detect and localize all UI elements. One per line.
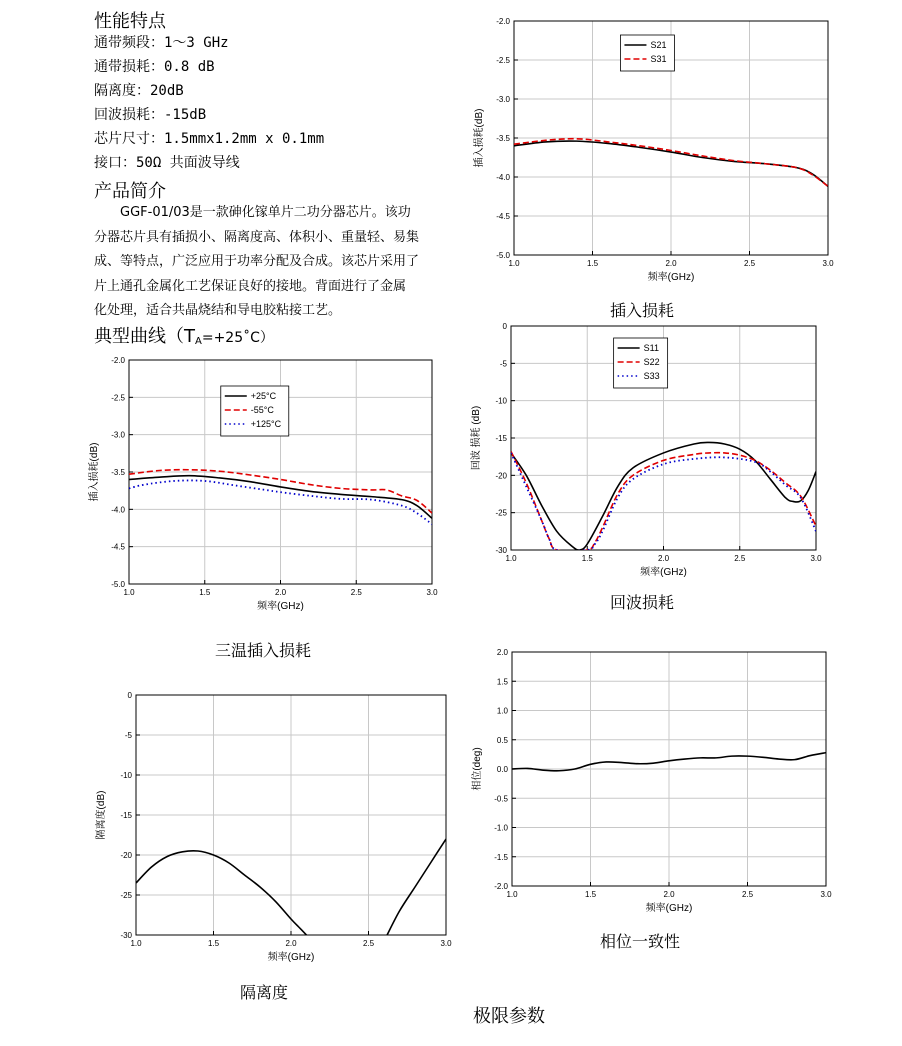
y-tick-label: -3.0	[496, 95, 510, 104]
feature-isolation: 隔离度：20dB	[94, 83, 184, 99]
caption-insertion-loss: 插入损耗	[610, 301, 675, 320]
x-tick-label: 2.5	[734, 554, 746, 563]
y-tick-label: -5	[499, 359, 507, 369]
x-tick-label: 3.0	[820, 890, 832, 899]
y-tick-label: -2.5	[496, 56, 510, 65]
x-tick-label: 1.0	[505, 554, 517, 563]
x-tick-label: 2.5	[741, 890, 754, 899]
intro-line: 分器芯片具有插损小、隔离度高、体积小、重量轻、易集	[94, 229, 420, 245]
legend-label: S31	[650, 54, 667, 64]
y-tick-label: -2.5	[111, 393, 125, 403]
legend-label: +125°C	[250, 419, 282, 429]
y-tick-label: -20	[120, 851, 132, 860]
y-tick-label: -20	[495, 471, 507, 481]
x-tick-label: 2.5	[362, 939, 375, 948]
intro-line: 片上通孔金属化工艺保证良好的接地。背面进行了金属	[94, 278, 407, 294]
x-tick-label: 1.0	[506, 890, 518, 899]
y-tick-label: 0	[127, 691, 132, 700]
legend-label: -55°C	[250, 405, 274, 415]
y-tick-label: -0.5	[494, 794, 508, 804]
y-tick-label: -30	[120, 931, 132, 940]
x-tick-label: 2.0	[285, 939, 297, 948]
x-tick-label: 1.5	[199, 588, 211, 597]
x-axis-label: 频率(GHz)	[640, 567, 687, 578]
caption-phase: 相位一致性	[600, 932, 681, 951]
y-tick-label: -10	[120, 771, 132, 780]
y-tick-label: 0.0	[496, 765, 508, 774]
legend-label: S11	[643, 343, 659, 353]
y-tick-label: -25	[120, 891, 132, 900]
caption-isolation: 隔离度	[240, 983, 289, 1002]
x-tick-label: 1.5	[584, 890, 597, 899]
y-axis-label: 插入损耗(dB)	[89, 442, 100, 502]
x-tick-label: 1.5	[586, 259, 599, 268]
y-tick-label: -3.5	[496, 134, 510, 143]
y-tick-label: -25	[495, 508, 507, 518]
insertion-loss-chart	[470, 12, 850, 297]
y-tick-label: -5.0	[496, 251, 510, 260]
y-tick-label: -1.5	[494, 852, 508, 862]
intro-line: 化处理，适合共晶烧结和导电胶粘接工艺。	[94, 303, 342, 318]
x-tick-label: 2.5	[743, 259, 756, 268]
x-tick-label: 3.0	[810, 554, 822, 563]
feature-band: 通带频段：1～3 GHz	[94, 35, 229, 51]
y-tick-label: 0.5	[496, 735, 508, 745]
y-axis-label: 隔离度(dB)	[96, 790, 107, 840]
y-tick-label: -15	[120, 811, 132, 820]
x-tick-label: 3.0	[822, 259, 834, 268]
legend-label: S21	[650, 40, 667, 50]
x-axis-label: 频率(GHz)	[257, 601, 304, 612]
x-tick-label: 2.0	[657, 554, 670, 563]
y-tick-label: -4.5	[496, 212, 510, 221]
feature-loss: 通带损耗：0.8 dB	[94, 59, 215, 75]
features-title: 性能特点	[94, 11, 166, 32]
x-axis-label: 频率(GHz)	[645, 903, 693, 914]
three-temp-chart	[86, 352, 446, 624]
x-tick-label: 2.0	[663, 890, 675, 899]
y-axis-label: 相位(deg)	[472, 747, 483, 791]
y-tick-label: -5	[124, 731, 132, 740]
return-loss-chart	[466, 318, 846, 588]
feature-chip-size: 芯片尺寸：1.5mmx1.2mm x 0.1mm	[94, 131, 325, 147]
features-list	[94, 31, 324, 175]
x-tick-label: 2.0	[274, 588, 287, 597]
legend-label: +25°C	[250, 391, 277, 401]
x-tick-label: 1.0	[130, 939, 142, 948]
y-axis-label: 插入损耗(dB)	[474, 108, 485, 168]
y-tick-label: -3.0	[111, 430, 125, 440]
y-tick-label: -4.0	[496, 173, 510, 182]
y-tick-label: -30	[495, 546, 507, 555]
y-tick-label: -10	[495, 396, 507, 406]
legend-label: S22	[643, 357, 660, 367]
feature-interface: 接口：50Ω 共面波导线	[94, 155, 240, 171]
x-tick-label: 3.0	[440, 939, 452, 948]
series-line-0	[136, 851, 307, 935]
curves-title: 典型曲线（TA=+25˚C）	[94, 326, 274, 347]
x-tick-label: 2.0	[665, 259, 677, 268]
feature-return-loss: 回波损耗：-15dB	[94, 107, 207, 123]
intro-paragraph	[94, 201, 466, 324]
y-tick-label: -15	[495, 434, 507, 443]
x-tick-label: 2.5	[350, 588, 362, 597]
x-tick-label: 1.5	[207, 939, 220, 948]
y-tick-label: 1.5	[496, 677, 508, 687]
legend-label: S33	[643, 371, 660, 381]
x-tick-label: 1.0	[123, 588, 135, 597]
y-tick-label: -5.0	[111, 580, 125, 589]
y-tick-label: -4.5	[111, 542, 125, 552]
y-tick-label: -2.0	[494, 882, 508, 891]
x-tick-label: 3.0	[426, 588, 438, 597]
caption-three-temp: 三温插入损耗	[215, 641, 312, 660]
y-tick-label: -1.0	[494, 823, 508, 833]
y-tick-label: -2.0	[111, 356, 125, 365]
isolation-chart	[92, 685, 452, 975]
y-tick-label: 2.0	[496, 648, 508, 657]
limits-title: 极限参数	[473, 1006, 545, 1027]
intro-title: 产品简介	[94, 181, 166, 202]
y-tick-label: 0	[502, 322, 507, 331]
y-tick-label: -4.0	[111, 505, 125, 515]
x-tick-label: 1.5	[581, 554, 593, 563]
x-axis-label: 频率(GHz)	[647, 272, 695, 283]
y-tick-label: -3.5	[111, 468, 125, 477]
y-tick-label: -2.0	[496, 17, 510, 26]
x-tick-label: 1.0	[508, 259, 520, 268]
intro-line: GGF-01/03是一款砷化镓单片二功分器芯片。该功	[120, 205, 411, 220]
y-axis-label: 回波 损耗 (dB)	[471, 405, 482, 471]
x-axis-label: 频率(GHz)	[267, 952, 315, 963]
series-line-1	[387, 839, 446, 935]
y-tick-label: 1.0	[496, 706, 508, 716]
caption-return-loss: 回波损耗	[610, 593, 675, 612]
phase-chart	[470, 642, 850, 927]
intro-line: 成、等特点，广泛应用于功率分配及合成。该芯片采用了	[94, 254, 420, 269]
